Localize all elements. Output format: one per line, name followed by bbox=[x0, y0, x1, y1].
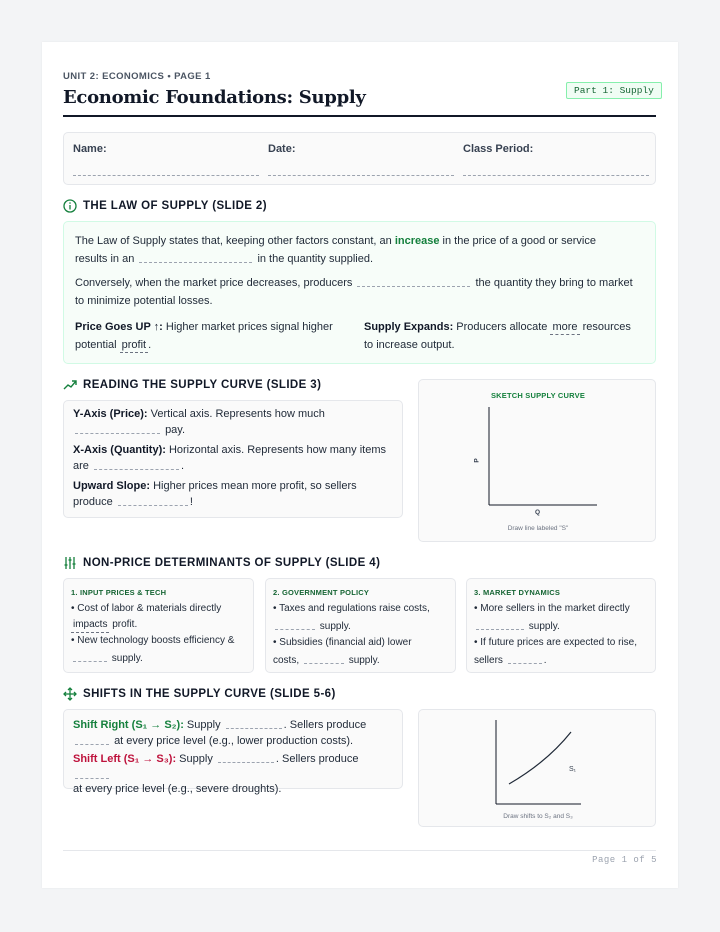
blank-taxes[interactable] bbox=[275, 617, 315, 630]
card-market-title: 3. MARKET DYNAMICS bbox=[474, 588, 561, 597]
x-axis-note: X-Axis (Quantity): Horizontal axis. Represents how many items are . bbox=[73, 444, 386, 472]
page-title: Economic Foundations: Supply bbox=[63, 87, 366, 108]
blank-shift-left[interactable] bbox=[218, 750, 274, 763]
law-section-heading bbox=[63, 199, 267, 213]
card-government-title: 2. GOVERNMENT POLICY bbox=[273, 588, 370, 597]
shifts-heading-text: SHIFTS IN THE SUPPLY CURVE (SLIDE 5-6) bbox=[83, 688, 336, 700]
determinant-card-government bbox=[265, 578, 456, 673]
blank-result[interactable] bbox=[139, 250, 252, 263]
blank-producers[interactable] bbox=[357, 274, 470, 287]
price-goes-up-note: Price Goes UP ↑: Higher market prices signal higher potential profit . bbox=[75, 321, 333, 351]
answer-more[interactable]: more bbox=[552, 321, 578, 333]
name-field[interactable] bbox=[73, 175, 259, 176]
name-label: Name: bbox=[73, 143, 107, 155]
determinants-heading-text: NON-PRICE DETERMINANTS OF SUPPLY (SLIDE 4) bbox=[83, 557, 381, 569]
sketch-curve-box bbox=[418, 379, 656, 542]
shift-graph-caption: Draw shifts to S₂ and S₃ bbox=[503, 813, 573, 820]
s1-label: S₁ bbox=[569, 766, 577, 773]
supply-expands-note: Supply Expands: Producers allocate more resources to increase output. bbox=[364, 321, 631, 351]
supply-expands-label: Supply Expands: bbox=[364, 321, 454, 333]
unit-eyebrow: UNIT 2: ECONOMICS • PAGE 1 bbox=[63, 71, 211, 82]
price-goes-up-label: Price Goes UP ↑: bbox=[75, 321, 163, 333]
blank-produce-less[interactable] bbox=[75, 766, 109, 779]
sliders-icon bbox=[63, 556, 77, 570]
title-rule bbox=[63, 115, 656, 117]
shift-right-note: Shift Right (S₁ → S₂): Supply . Sellers produce at every price level (e.g., lower production costs). bbox=[73, 716, 395, 748]
law-paragraph-1: The Law of Supply states that, keeping other factors constant, an increase in the price of a good or service results in an in the quantity supplied. bbox=[75, 235, 596, 265]
worksheet-page bbox=[42, 42, 678, 888]
blank-produce-more[interactable] bbox=[75, 732, 109, 745]
info-icon bbox=[63, 199, 77, 213]
student-info-box bbox=[63, 132, 656, 185]
determinants-section-heading bbox=[63, 556, 380, 570]
blank-expectations[interactable] bbox=[508, 651, 542, 664]
law-box bbox=[63, 221, 656, 364]
move-arrows-icon bbox=[63, 687, 77, 701]
sketch-title: SKETCH SUPPLY CURVE bbox=[490, 391, 586, 400]
answer-impacts[interactable]: impacts bbox=[71, 618, 109, 633]
blank-y-axis[interactable] bbox=[75, 421, 160, 434]
law-paragraph-2: Conversely, when the market price decreases, producers the quantity they bring to market to minimize potential losses. bbox=[75, 274, 650, 310]
shift-graph[interactable] bbox=[489, 718, 589, 808]
supply-curve-s1 bbox=[509, 732, 571, 784]
curve-heading-text: READING THE SUPPLY CURVE (SLIDE 3) bbox=[83, 379, 322, 391]
shifts-section-heading bbox=[63, 687, 336, 701]
sketch-p-label: P bbox=[473, 458, 481, 463]
card-input-body: • Cost of labor & materials directly impacts profit. • New technology boosts efficiency & supply. bbox=[71, 603, 235, 664]
page-number: Page 1 of 5 bbox=[592, 855, 657, 865]
shift-left-note: Shift Left (S₁ → S₃): Supply . Sellers produce at every price level (e.g., severe droughts). bbox=[73, 750, 395, 796]
footer-rule bbox=[63, 850, 656, 851]
curve-notes-box bbox=[63, 400, 403, 518]
blank-slope[interactable] bbox=[118, 493, 188, 506]
blank-shift-right[interactable] bbox=[226, 716, 282, 729]
card-government-body: • Taxes and regulations raise costs, supply. • Subsidies (financial aid) lower costs, supply. bbox=[273, 603, 430, 666]
blank-x-axis[interactable] bbox=[94, 457, 179, 470]
blank-sellers[interactable] bbox=[476, 617, 524, 630]
sketch-caption: Draw line labeled "S" bbox=[507, 525, 569, 532]
trending-up-icon bbox=[63, 378, 77, 392]
law-heading-text: THE LAW OF SUPPLY (SLIDE 2) bbox=[83, 200, 267, 212]
card-market-body: • More sellers in the market directly supply. • If future prices are expected to rise, sellers . bbox=[474, 603, 638, 666]
sketch-axes[interactable] bbox=[479, 405, 599, 510]
slope-note: Upward Slope: Higher prices mean more profit, so sellers produce ! bbox=[73, 480, 357, 508]
shift-right-label: Shift Right (S₁ → S₂): bbox=[73, 719, 184, 731]
blank-subsidies[interactable] bbox=[304, 651, 344, 664]
date-label: Date: bbox=[268, 143, 296, 155]
answer-profit[interactable]: profit bbox=[121, 339, 147, 351]
period-label: Class Period: bbox=[463, 143, 534, 155]
sketch-q-label: Q bbox=[535, 509, 541, 516]
determinant-card-input bbox=[63, 578, 254, 673]
increase-highlight: increase bbox=[394, 235, 440, 247]
date-field[interactable] bbox=[268, 175, 454, 176]
y-axis-note: Y-Axis (Price): Vertical axis. Represents how much pay. bbox=[73, 408, 325, 436]
shifts-notes-box bbox=[63, 709, 403, 795]
blank-tech[interactable] bbox=[73, 649, 107, 662]
period-field[interactable] bbox=[463, 175, 649, 176]
part-tag: Part 1: Supply bbox=[566, 82, 662, 99]
curve-section-heading bbox=[63, 378, 321, 392]
card-input-title: 1. INPUT PRICES & TECH bbox=[71, 588, 167, 597]
determinant-card-market bbox=[466, 578, 656, 673]
shift-left-label: Shift Left (S₁ → S₃): bbox=[73, 753, 177, 765]
shift-graph-box bbox=[418, 709, 656, 827]
